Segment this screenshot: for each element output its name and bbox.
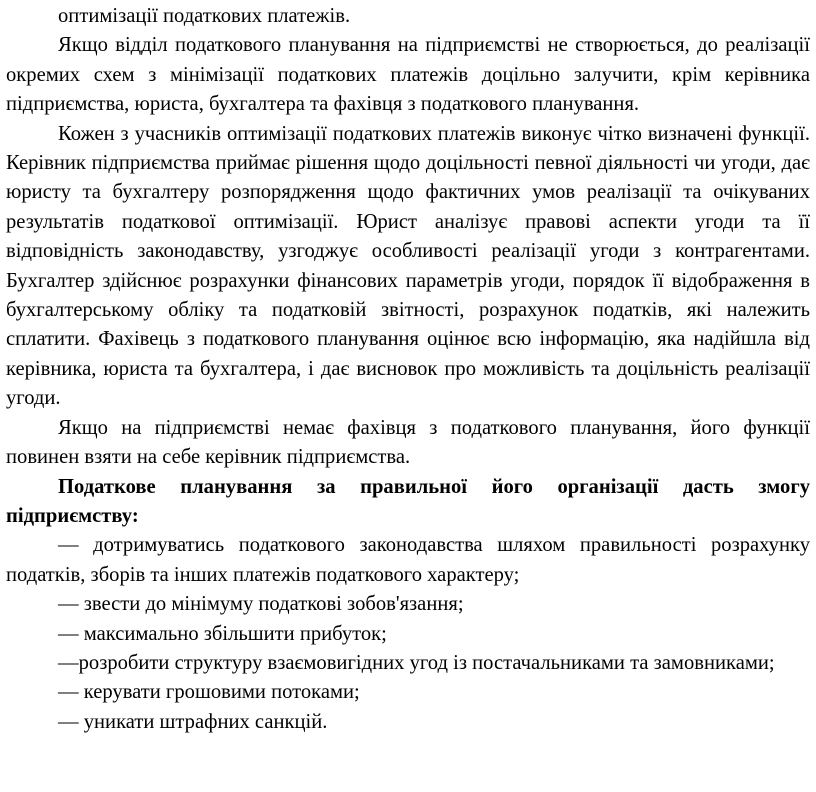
list-item: — дотримуватись податкового законодавства шляхом правильності розрахунку податків, зборів та інших платежів податкового характеру; [6,534,810,586]
paragraph-no-specialist: Якщо на підприємстві немає фахівця з податкового планування, його функції повинен взяти на себе керівник підприємства. [6,416,810,469]
list-item: —розробити структуру взаємовигідних угод із постачальниками та замовниками; [58,651,775,674]
section-heading: Податкове планування за правильної його організації дасть змогу підприємству: [6,475,810,527]
paragraph-participants: Якщо відділ податкового планування на підприємстві не створюється, до реалізації окремих схем з мінімізації податкових платежів доцільно залучити, крім керівника підприємства, юриста, бухгалтера та фахівця з податкового планування. [6,34,810,116]
list-item: — уникати штрафних санкцій. [58,710,328,733]
list-item: — максимально збільшити прибуток; [58,622,387,645]
list-item: — звести до мінімуму податкові зобов'язання; [58,593,464,616]
paragraph-functions: Кожен з учасників оптимізації податкових платежів виконує чітко визначені функції. Керівник підприємства приймає рішення щодо доцільності певної діяльності чи угоди, дає юристу та бухгалтеру розпорядження щодо фактичних умов реалізації та очікуваних результатів податкової оптимізації. Юрист аналізує правові аспекти угоди та її відповідність законодавству, узгоджує особливості реалізації угоди з контрагентами. Бухгалтер здійснює розрахунки фінансових параметрів угоди, порядок її відображення в бухгалтерському обліку та податковій звітності, розрахунок податків, які належить сплатити. Фахівець з податкового планування оцінює всю інформацію, яка надійшла від керівника, юриста та бухгалтера, і дає висновок про можливість та доцільність реалізації угоди. [6,122,810,410]
paragraph-continuation: оптимізації податкових платежів. [58,5,351,27]
list-item: — керувати грошовими потоками; [58,681,360,704]
